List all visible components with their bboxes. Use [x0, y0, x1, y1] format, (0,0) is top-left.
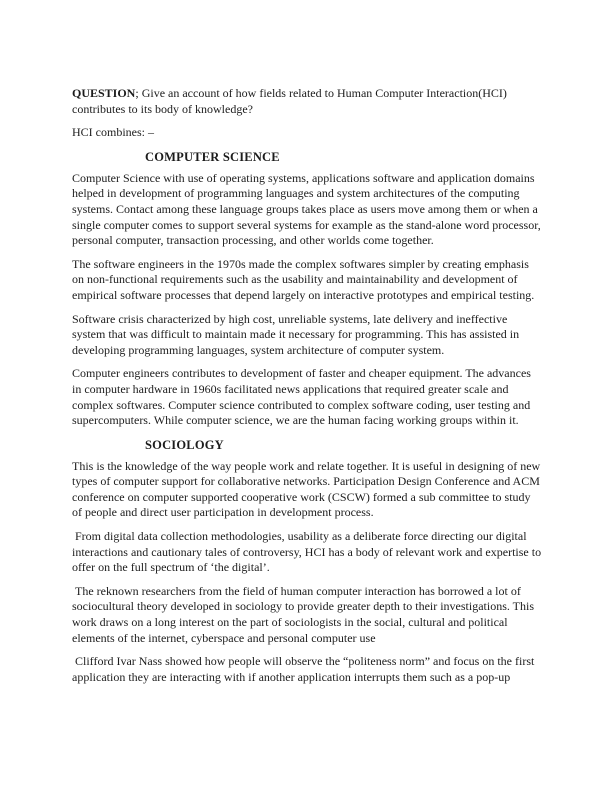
- question-text: ; Give an account of how fields related to Human Computer Interaction(HCI) contributes to its body of knowledge?: [72, 86, 510, 116]
- section-heading-computer-science: COMPUTER SCIENCE: [145, 149, 280, 164]
- question-paragraph: [72, 86, 542, 117]
- paragraph-soc-4: Clifford Ivar Nass showed how people will observe the “politeness norm” and focus on the first application they are interacting with if another application interrupts them such as a pop-up: [72, 654, 538, 684]
- paragraph-cs-1: Computer Science with use of operating systems, applications software and application domains helped in development of programming languages and system architectures of the computing systems. Contact among these language groups takes place as users move among them or when a single computer comes to support several systems for example as the stand-alone word processor, personal computer, transaction processing, and other worlds come together.: [72, 170, 544, 248]
- paragraph-cs-2: The software engineers in the 1970s made the complex softwares simpler by creating emphasis on non-functional requirements such as the usability and maintainability and development of empirical software processes that depend largely on interactive prototypes and empirical testing.: [72, 256, 535, 302]
- section-heading-sociology: SOCIOLOGY: [145, 437, 224, 452]
- paragraph-soc-1: This is the knowledge of the way people work and relate together. It is useful in designing of new types of computer support for collaborative networks. Participation Design Conference and ACM conference on computer supported cooperative work (CSCW) formed a sub committee to study of people and direct user participation in development process.: [72, 458, 544, 520]
- question-label: QUESTION: [72, 86, 136, 100]
- paragraph-cs-4: Computer engineers contributes to development of faster and cheaper equipment. The advances in computer hardware in 1960s facilitated news applications that required greater scale and complex softwares. Computer science contributed to complex software coding, user testing and supercomputers. While computer science, we are the human facing working groups within it.: [72, 366, 534, 428]
- paragraph-cs-3: Software crisis characterized by high cost, unreliable systems, late delivery and ineffective system that was difficult to maintain made it necessary for programming. This has assisted in developing programming languages, system architecture of computer system.: [72, 311, 523, 357]
- paragraph-soc-3: The reknown researchers from the field of human computer interaction has borrowed a lot of sociocultural theory developed in sociology to provide greater depth to their investigations. This work draws on a long interest on the part of sociologists in the social, cultural and political elements of the internet, cyberspace and personal computer use: [72, 583, 538, 645]
- paragraph-soc-2: From digital data collection methodologies, usability as a deliberate force directing our digital interactions and cautionary tales of controversy, HCI has a body of relevant work and expertise to offer on the full spectrum of ‘the digital’.: [72, 529, 545, 575]
- intro-line: HCI combines: –: [72, 125, 154, 140]
